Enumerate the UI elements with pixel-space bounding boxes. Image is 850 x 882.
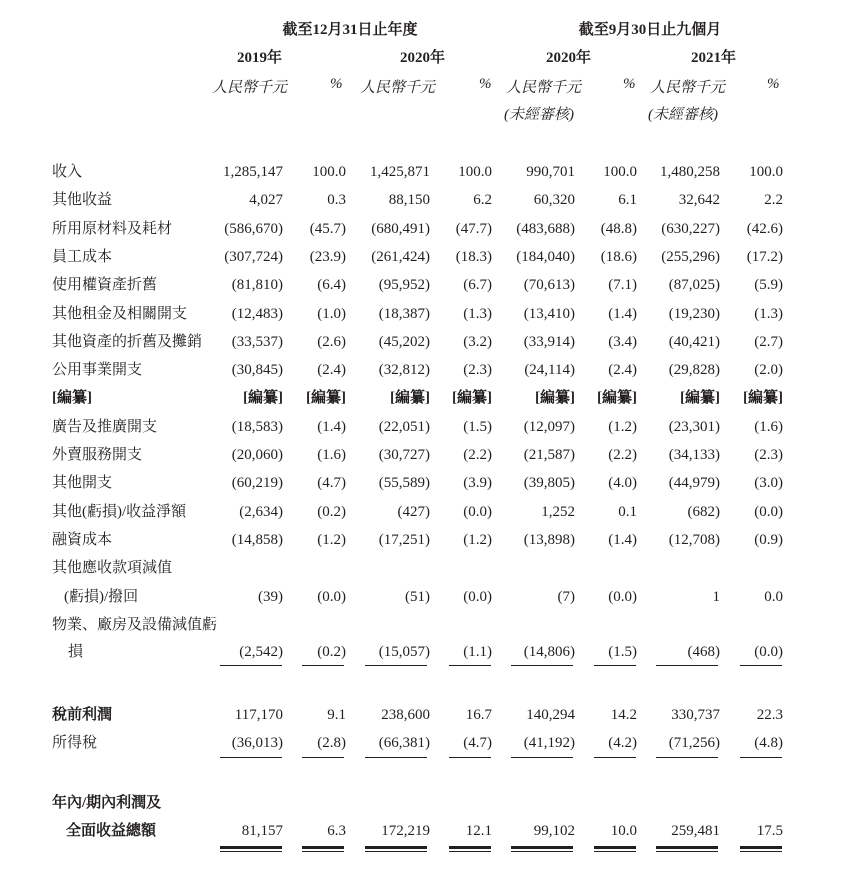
value-cell: 117,170 xyxy=(234,707,283,723)
subtotal-underline xyxy=(511,665,573,666)
value-cell: (586,670) xyxy=(224,221,283,237)
value-cell: (5.9) xyxy=(754,277,783,293)
total-double-underline xyxy=(511,851,573,852)
row-label: 所用原材料及耗材 xyxy=(52,221,173,237)
value-cell: (7) xyxy=(557,589,575,605)
value-cell: (71,256) xyxy=(668,735,720,751)
value-cell: (0.0) xyxy=(317,589,346,605)
row-label: 使用權資產折舊 xyxy=(52,277,158,293)
value-cell: (81,810) xyxy=(231,277,283,293)
value-cell: [編纂] xyxy=(390,390,430,406)
value-cell: (261,424) xyxy=(371,249,430,265)
value-cell: (1.2) xyxy=(463,532,492,548)
value-cell: (4.7) xyxy=(463,735,492,751)
total-double-underline xyxy=(594,851,636,852)
header-year-2020-nine: 2020年 xyxy=(545,50,591,66)
value-cell: (34,133) xyxy=(668,447,720,463)
value-cell: (1.4) xyxy=(608,306,637,322)
value-cell: (12,483) xyxy=(231,306,283,322)
value-cell: (2.2) xyxy=(608,447,637,463)
value-cell: (2.0) xyxy=(754,362,783,378)
total-double-underline xyxy=(302,851,344,852)
value-cell: (468) xyxy=(687,644,720,660)
value-cell: (95,952) xyxy=(378,277,430,293)
value-cell: (14,858) xyxy=(231,532,283,548)
value-cell: 60,320 xyxy=(533,192,575,208)
value-cell: (3.0) xyxy=(754,475,783,491)
value-cell: (1.2) xyxy=(317,532,346,548)
row-label: 其他開支 xyxy=(52,475,113,491)
value-cell: (2.4) xyxy=(317,362,346,378)
value-cell: 0.0 xyxy=(764,589,783,605)
value-cell: (17.2) xyxy=(746,249,783,265)
value-cell: (0.2) xyxy=(317,504,346,520)
value-cell: 88,150 xyxy=(388,192,430,208)
subtotal-underline xyxy=(511,757,573,758)
value-cell: (1.5) xyxy=(608,644,637,660)
value-cell: (32,812) xyxy=(378,362,430,378)
value-cell: 100.0 xyxy=(749,164,783,180)
value-cell: (33,914) xyxy=(523,334,575,350)
subtotal-underline xyxy=(220,757,282,758)
value-cell: (17,251) xyxy=(378,532,430,548)
value-cell: (87,025) xyxy=(668,277,720,293)
value-cell: (14,806) xyxy=(523,644,575,660)
value-cell: (60,219) xyxy=(231,475,283,491)
subtotal-underline xyxy=(594,757,636,758)
header-year-2019: 2019年 xyxy=(236,50,282,66)
value-cell: (44,979) xyxy=(668,475,720,491)
total-double-underline xyxy=(449,846,491,849)
value-cell: (13,410) xyxy=(523,306,575,322)
value-cell: 81,157 xyxy=(241,823,283,839)
subtotal-underline xyxy=(365,757,427,758)
header-group-annual: 截至12月31日止年度 xyxy=(282,22,418,38)
value-cell: 100.0 xyxy=(603,164,637,180)
total-double-underline xyxy=(740,851,782,852)
value-cell: 6.2 xyxy=(473,192,492,208)
value-cell: (48.8) xyxy=(600,221,637,237)
value-cell: 1,285,147 xyxy=(223,164,283,180)
total-double-underline xyxy=(656,846,718,849)
value-cell: (42.6) xyxy=(746,221,783,237)
value-cell: [編纂] xyxy=(597,390,637,406)
header-year-2020-annual: 2020年 xyxy=(399,50,445,66)
value-cell: [編纂] xyxy=(535,390,575,406)
value-cell: (3.2) xyxy=(463,334,492,350)
value-cell: (66,381) xyxy=(378,735,430,751)
value-cell: (4.0) xyxy=(608,475,637,491)
value-cell: 9.1 xyxy=(327,707,346,723)
row-label: 外賣服務開支 xyxy=(52,447,143,463)
value-cell: (18.3) xyxy=(455,249,492,265)
value-cell: (682) xyxy=(687,504,720,520)
subtotal-underline xyxy=(302,665,344,666)
value-cell: (1.5) xyxy=(463,419,492,435)
total-double-underline xyxy=(302,846,344,849)
row-label: 所得稅 xyxy=(52,735,98,751)
value-cell: (483,688) xyxy=(516,221,575,237)
value-cell: (4.7) xyxy=(317,475,346,491)
total-double-underline xyxy=(365,851,427,852)
value-cell: 1,425,871 xyxy=(370,164,430,180)
value-cell: (24,114) xyxy=(524,362,575,378)
value-cell: (1.0) xyxy=(317,306,346,322)
subtotal-underline xyxy=(365,665,427,666)
value-cell: (2.4) xyxy=(608,362,637,378)
value-cell: (47.7) xyxy=(455,221,492,237)
value-cell: 990,701 xyxy=(526,164,575,180)
value-cell: (255,296) xyxy=(661,249,720,265)
value-cell: (2,634) xyxy=(239,504,283,520)
value-cell: (6.7) xyxy=(463,277,492,293)
value-cell: 6.3 xyxy=(327,823,346,839)
value-cell: (4.8) xyxy=(754,735,783,751)
value-cell: (0.9) xyxy=(754,532,783,548)
value-cell: 17.5 xyxy=(756,823,783,839)
value-cell: (0.2) xyxy=(317,644,346,660)
subtotal-underline xyxy=(449,757,491,758)
header-percent-col2: % xyxy=(330,76,343,92)
value-cell: (30,727) xyxy=(378,447,430,463)
value-cell: (1.1) xyxy=(463,644,492,660)
value-cell: (70,613) xyxy=(523,277,575,293)
row-label: 物業、廠房及設備減值虧 xyxy=(52,617,218,633)
value-cell: [編纂] xyxy=(743,390,783,406)
row-label: 公用事業開支 xyxy=(52,362,143,378)
value-cell: [編纂] xyxy=(452,390,492,406)
value-cell: 0.3 xyxy=(327,192,346,208)
subtotal-underline xyxy=(594,665,636,666)
value-cell: 1,252 xyxy=(541,504,575,520)
subtotal-underline xyxy=(449,665,491,666)
value-cell: (12,708) xyxy=(668,532,720,548)
value-cell: 1 xyxy=(712,589,720,605)
row-label: [編纂] xyxy=(52,390,92,406)
value-cell: 238,600 xyxy=(381,707,430,723)
value-cell: 172,219 xyxy=(381,823,430,839)
value-cell: 4,027 xyxy=(249,192,283,208)
value-cell: (45.7) xyxy=(309,221,346,237)
row-label: 損 xyxy=(68,644,84,660)
value-cell: 12.1 xyxy=(465,823,492,839)
value-cell: (19,230) xyxy=(668,306,720,322)
value-cell: 330,737 xyxy=(671,707,720,723)
row-label: 其他收益 xyxy=(52,192,113,208)
subtotal-underline xyxy=(656,665,718,666)
value-cell: 99,102 xyxy=(533,823,575,839)
row-label: 收入 xyxy=(52,164,83,180)
value-cell: 100.0 xyxy=(312,164,346,180)
value-cell: (18.6) xyxy=(600,249,637,265)
total-double-underline xyxy=(220,851,282,852)
row-label: 融資成本 xyxy=(52,532,113,548)
value-cell: (0.0) xyxy=(754,644,783,660)
value-cell: (18,387) xyxy=(378,306,430,322)
header-unit-col1: 人民幣千元 xyxy=(212,80,288,96)
value-cell: (39,805) xyxy=(523,475,575,491)
value-cell: (680,491) xyxy=(371,221,430,237)
value-cell: (22,051) xyxy=(378,419,430,435)
value-cell: (2.7) xyxy=(754,334,783,350)
total-double-underline xyxy=(220,846,282,849)
value-cell: (0.0) xyxy=(463,589,492,605)
row-label: 其他(虧損)/收益淨額 xyxy=(52,504,187,520)
value-cell: (18,583) xyxy=(231,419,283,435)
value-cell: (23.9) xyxy=(309,249,346,265)
value-cell: (1.3) xyxy=(754,306,783,322)
subtotal-underline xyxy=(656,757,718,758)
subtotal-underline xyxy=(220,665,282,666)
subtotal-underline xyxy=(740,757,782,758)
value-cell: (45,202) xyxy=(378,334,430,350)
total-double-underline xyxy=(740,846,782,849)
value-cell: (4.2) xyxy=(608,735,637,751)
value-cell: 32,642 xyxy=(678,192,720,208)
value-cell: [編纂] xyxy=(306,390,346,406)
row-label: 年內/期內利潤及 xyxy=(52,795,162,811)
value-cell: 1,480,258 xyxy=(660,164,720,180)
value-cell: (2.8) xyxy=(317,735,346,751)
value-cell: (30,845) xyxy=(231,362,283,378)
value-cell: (39) xyxy=(258,589,283,605)
header-percent-col4: % xyxy=(479,76,492,92)
value-cell: (33,537) xyxy=(231,334,283,350)
total-double-underline xyxy=(594,846,636,849)
value-cell: 259,481 xyxy=(671,823,720,839)
value-cell: (20,060) xyxy=(231,447,283,463)
value-cell: (1.2) xyxy=(608,419,637,435)
value-cell: (21,587) xyxy=(523,447,575,463)
row-label: 全面收益總額 xyxy=(66,823,157,839)
row-label: 廣告及推廣開支 xyxy=(52,419,158,435)
row-label: 員工成本 xyxy=(52,249,113,265)
total-double-underline xyxy=(511,846,573,849)
value-cell: 2.2 xyxy=(764,192,783,208)
value-cell: (3.4) xyxy=(608,334,637,350)
value-cell: (427) xyxy=(397,504,430,520)
value-cell: (1.6) xyxy=(317,447,346,463)
value-cell: (1.4) xyxy=(608,532,637,548)
header-unit-col5: 人民幣千元 xyxy=(506,80,582,96)
value-cell: 10.0 xyxy=(610,823,637,839)
value-cell: (1.6) xyxy=(754,419,783,435)
value-cell: (40,421) xyxy=(668,334,720,350)
header-percent-col6: % xyxy=(623,76,636,92)
header-unit-col7: 人民幣千元 xyxy=(650,80,726,96)
total-double-underline xyxy=(449,851,491,852)
value-cell: (23,301) xyxy=(668,419,720,435)
value-cell: (307,724) xyxy=(224,249,283,265)
subtotal-underline xyxy=(740,665,782,666)
value-cell: (7.1) xyxy=(608,277,637,293)
value-cell: (0.0) xyxy=(754,504,783,520)
value-cell: (55,589) xyxy=(378,475,430,491)
value-cell: (41,192) xyxy=(523,735,575,751)
value-cell: (36,013) xyxy=(231,735,283,751)
value-cell: 16.7 xyxy=(465,707,492,723)
header-unaudited-col5: (未經審核) xyxy=(504,107,574,123)
value-cell: 140,294 xyxy=(526,707,575,723)
row-label: (虧損)/撥回 xyxy=(64,589,139,605)
value-cell: (1.3) xyxy=(463,306,492,322)
row-label: 稅前利潤 xyxy=(52,707,113,723)
value-cell: [編纂] xyxy=(243,390,283,406)
header-group-nine-months: 截至9月30日止九個月 xyxy=(578,22,722,38)
value-cell: 22.3 xyxy=(756,707,783,723)
value-cell: 6.1 xyxy=(618,192,637,208)
value-cell: (2.2) xyxy=(463,447,492,463)
value-cell: 14.2 xyxy=(610,707,637,723)
header-percent-col8: % xyxy=(767,76,780,92)
value-cell: (13,898) xyxy=(523,532,575,548)
header-unit-col3: 人民幣千元 xyxy=(360,80,436,96)
subtotal-underline xyxy=(302,757,344,758)
header-year-2021-nine: 2021年 xyxy=(690,50,736,66)
value-cell: (2.6) xyxy=(317,334,346,350)
row-label: 其他資產的折舊及攤銷 xyxy=(52,334,203,350)
value-cell: (2.3) xyxy=(463,362,492,378)
value-cell: (0.0) xyxy=(608,589,637,605)
value-cell: (15,057) xyxy=(378,644,430,660)
value-cell: (0.0) xyxy=(463,504,492,520)
total-double-underline xyxy=(365,846,427,849)
value-cell: (29,828) xyxy=(668,362,720,378)
value-cell: 0.1 xyxy=(618,504,637,520)
value-cell: [編纂] xyxy=(680,390,720,406)
value-cell: (2,542) xyxy=(239,644,283,660)
value-cell: (12,097) xyxy=(523,419,575,435)
value-cell: (6.4) xyxy=(317,277,346,293)
value-cell: (630,227) xyxy=(661,221,720,237)
value-cell: 100.0 xyxy=(458,164,492,180)
row-label: 其他應收款項減值 xyxy=(52,560,173,576)
header-unaudited-col7: (未經審核) xyxy=(648,107,718,123)
value-cell: (3.9) xyxy=(463,475,492,491)
value-cell: (1.4) xyxy=(317,419,346,435)
value-cell: (51) xyxy=(405,589,430,605)
value-cell: (184,040) xyxy=(516,249,575,265)
total-double-underline xyxy=(656,851,718,852)
row-label: 其他租金及相關開支 xyxy=(52,306,188,322)
value-cell: (2.3) xyxy=(754,447,783,463)
